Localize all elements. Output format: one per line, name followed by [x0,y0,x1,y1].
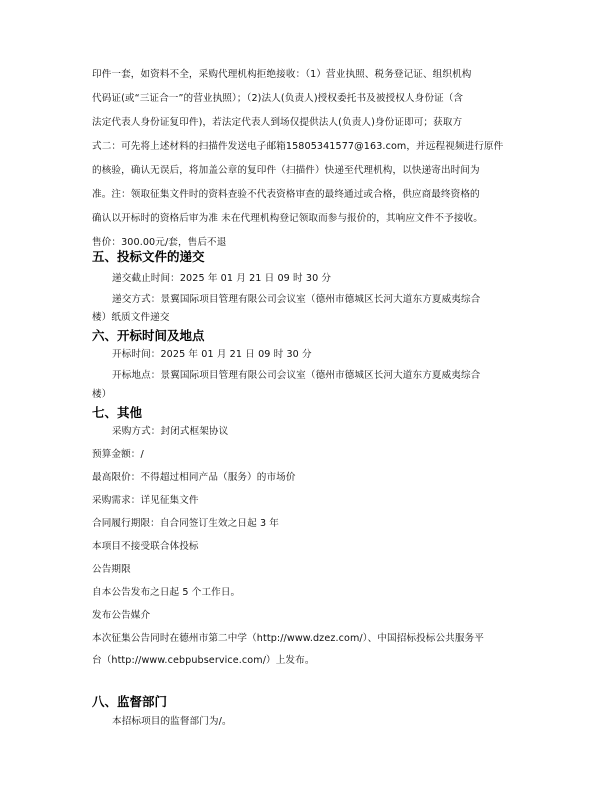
procurement-method: 采购方式：封闭式框架协议 [112,426,229,437]
media-line-2: 台（http://www.cebpubservice.com/）上发布。 [92,655,315,666]
notice-period: 自本公告发布之日起 5 个工作日。 [92,587,241,598]
notice-period-title: 公告期限 [92,564,131,575]
opening-place-line-1: 开标地点：景翼国际项目管理有限公司会议室（德州市德城区长河大道东方夏威夷综合 [112,370,481,381]
opening-place-line-2: 楼） [92,389,112,400]
section-7-heading: 七、其他 [92,405,143,420]
intro-line-7: 确认以开标时的资格后审为准 未在代理机构登记领取而参与报价的，其响应文件不予接收。 [92,213,483,224]
section-6-heading: 六、开标时间及地点 [92,328,205,343]
budget-amount: 预算金额：/ [92,449,144,460]
price-limit: 最高限价：不得超过相同产品（服务）的市场价 [92,472,296,483]
opening-time: 开标时间：2025 年 01 月 21 日 09 时 30 分 [112,349,312,360]
media-line-1: 本次征集公告同时在德州市第二中学（http://www.dzez.com/）、中国招标投标公共服务平 [92,633,484,644]
section-5-heading: 五、投标文件的递交 [92,249,205,264]
intro-line-3: 法定代表人身份证复印件)，若法定代表人到场仅提供法人(负责人)身份证即可；获取方 [92,117,463,128]
supervision-text: 本招标项目的监督部门为/。 [112,716,232,727]
price-line: 售价：300.00元/套，售后不退 [92,237,227,248]
contract-period: 合同履行期限：自合同签订生效之日起 3 年 [92,518,279,529]
intro-line-5: 的核验，确认无误后，将加盖公章的复印件（扫描件）快递至代理机构，以快递寄出时间为 [92,165,480,176]
submission-method-line-2: 楼）纸质文件递交 [92,312,170,323]
consortium-note: 本项目不接受联合体投标 [92,541,199,552]
procurement-requirements: 采购需求：详见征集文件 [92,495,199,506]
media-title: 发布公告媒介 [92,610,151,621]
submission-method-line-1: 递交方式：景翼国际项目管理有限公司会议室（德州市德城区长河大道东方夏威夷综合 [112,294,481,305]
submission-deadline: 递交截止时间：2025 年 01 月 21 日 09 时 30 分 [112,273,332,284]
intro-line-2: 代码证(或“三证合一”的营业执照）；（2)法人(负责人)授权委托书及被授权人身份证（含 [92,93,464,104]
intro-line-1: 印件一套，如资料不全，采购代理机构拒绝接收：（1）营业执照、税务登记证、组织机构 [92,69,472,80]
intro-line-4: 式二：可先将上述材料的扫描件发送电子邮箱15805341577@163.com，并远程视频进行原件 [92,141,504,152]
section-8-heading: 八、监督部门 [92,694,168,709]
intro-line-6: 准。注：领取征集文件时的资料查验不代表资格审查的最终通过或合格，供应商最终资格的 [92,189,480,200]
